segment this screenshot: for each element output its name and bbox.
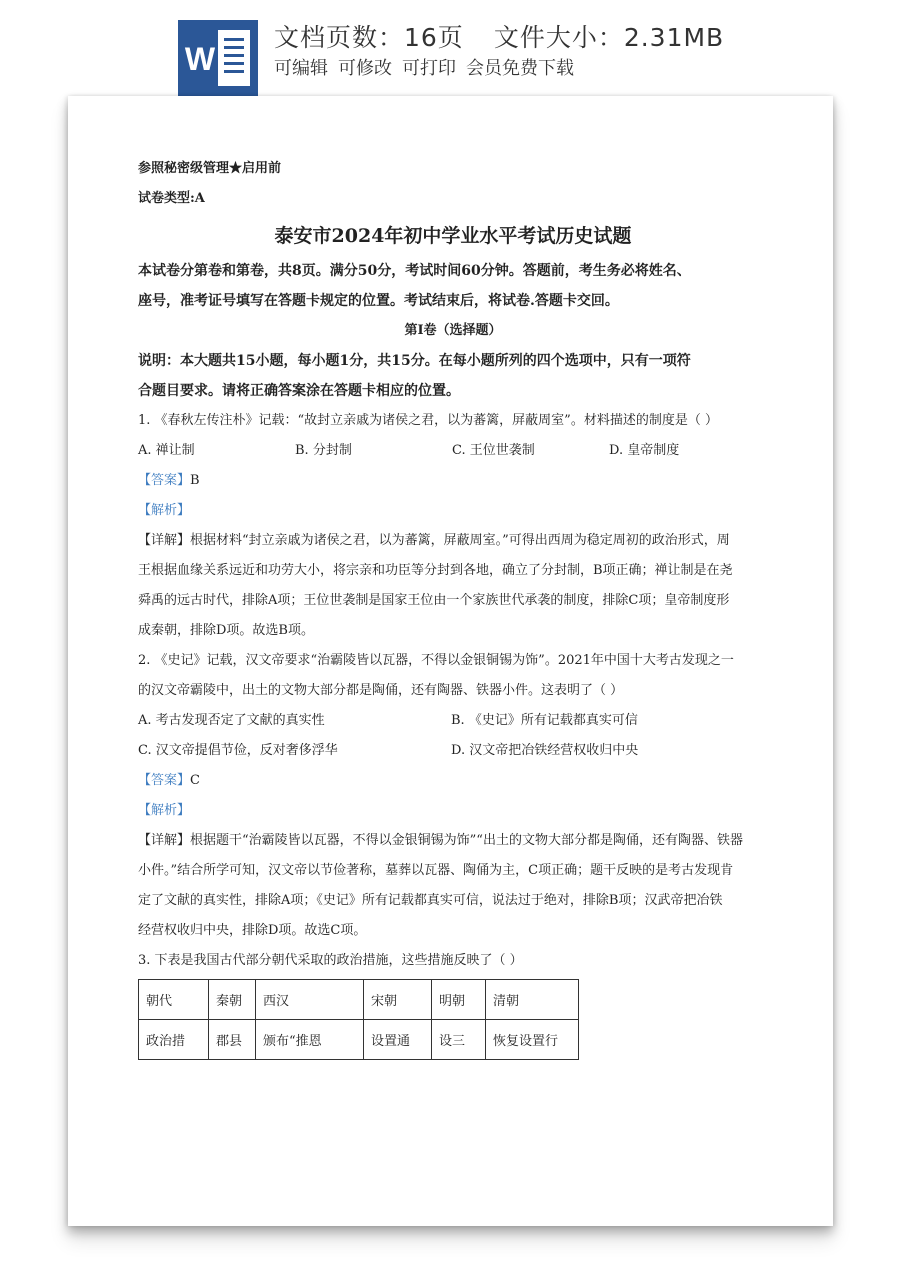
option-d: D. 汉文帝把冶铁经营权收归中央 [451, 743, 639, 758]
question-2-options [138, 706, 768, 736]
document-content [138, 154, 768, 1060]
answer-value: C [190, 773, 200, 788]
detail-line: 舜禹的远古时代，排除A项；王位世袭制是国家王位由一个家族世代承袭的制度，排除C项；皇帝制度形 [138, 593, 730, 608]
document-page [68, 96, 833, 1226]
detail-line: 【详解】根据材料“封立亲戚为诸侯之君，以为蕃篱，屏蔽周室。”可得出西周为稳定周初的政治形式，周 [138, 533, 730, 548]
analysis-tag: 【解析】 [138, 503, 191, 518]
table-header-cell: 清朝 [486, 980, 579, 1020]
question-2-stem: 的汉文帝霸陵中，出土的文物大部分都是陶俑，还有陶器、铁器小件。这表明了（ ） [138, 683, 624, 698]
section-heading: 第I卷（选择题） [404, 323, 502, 338]
detail-line: 经营权收归中央，排除D项。故选C项。 [138, 923, 367, 938]
option-b: B. 《史记》所有记载都真实可信 [451, 713, 638, 728]
page-count: 文档页数：16页 [274, 23, 464, 52]
download-banner [0, 0, 900, 96]
detail-line: 小件。”结合所学可知，汉文帝以节俭著称，墓葬以瓦器、陶俑为主，C项正确；题干反映的是考古发现肯 [138, 863, 734, 878]
file-size: 文件大小：2.31MB [493, 23, 725, 52]
instruction-line: 合题目要求。请将正确答案涂在答题卡相应的位置。 [138, 383, 460, 399]
table-header-cell: 宋朝 [364, 980, 432, 1020]
answer-tag: 【答案】 [138, 473, 191, 488]
table-cell: 政治措 [139, 1020, 209, 1060]
answer-tag: 【答案】 [138, 773, 191, 788]
page-title: 泰安市2024年初中学业水平考试历史试题 [274, 225, 632, 247]
question-1-stem: 1. 《春秋左传注朴》记载：“故封立亲戚为诸侯之君，以为蕃篱，屏蔽周室”。材料描述的制度是（ ） [138, 413, 718, 428]
feature-editable: 可编辑 [274, 58, 328, 79]
word-document-icon [178, 20, 258, 96]
detail-line: 成秦朝，排除D项。故选B项。 [138, 623, 314, 638]
option-c: C. 王位世袭制 [452, 443, 535, 458]
secrecy-label: 参照秘密级管理★启用前 [138, 161, 282, 176]
feature-modifiable: 可修改 [338, 58, 392, 79]
dynasty-table [138, 979, 579, 1060]
instruction-line: 说明：本大题共15小题，每小题1分，共15分。在每小题所列的四个选项中，只有一项符 [138, 353, 691, 369]
feature-list [274, 54, 584, 80]
table-header-cell: 西汉 [256, 980, 364, 1020]
analysis-tag: 【解析】 [138, 803, 191, 818]
intro-line: 本试卷分第卷和第卷，共8页。满分50分，考试时间60分钟。答题前，考生务必将姓名、 [138, 263, 691, 279]
question-1-answer [138, 466, 768, 496]
table-header-cell: 朝代 [139, 980, 209, 1020]
feature-member-download: 会员免费下载 [466, 58, 574, 79]
table-header-cell: 秦朝 [209, 980, 256, 1020]
option-a: A. 禅让制 [138, 443, 195, 458]
option-c: C. 汉文帝提倡节俭，反对奢侈浮华 [138, 743, 338, 758]
question-2-answer [138, 766, 768, 796]
table-header-cell: 明朝 [432, 980, 486, 1020]
table-row [139, 1020, 579, 1060]
answer-value: B [190, 473, 200, 488]
detail-line: 王根据血缘关系远近和功劳大小，将宗亲和功臣等分封到各地，确立了分封制，B项正确；禅让制是在尧 [138, 563, 733, 578]
feature-printable: 可打印 [402, 58, 456, 79]
option-b: B. 分封制 [295, 443, 352, 458]
question-2-stem: 2. 《史记》记载，汉文帝要求“治霸陵皆以瓦器，不得以金银铜锡为饰”。2021年中国十大考古发现之一 [138, 653, 734, 668]
question-2-options [138, 736, 768, 766]
table-cell: 设置通 [364, 1020, 432, 1060]
option-a: A. 考古发现否定了文献的真实性 [138, 713, 325, 728]
paper-type: 试卷类型:A [138, 191, 205, 206]
detail-line: 定了文献的真实性，排除A项；《史记》所有记载都真实可信，说法过于绝对，排除B项；汉武帝把冶铁 [138, 893, 723, 908]
table-cell: 设三 [432, 1020, 486, 1060]
table-cell: 郡县 [209, 1020, 256, 1060]
option-d: D. 皇帝制度 [609, 443, 680, 458]
table-cell: 颁布“推恩 [256, 1020, 364, 1060]
svg-text:W: W [184, 41, 216, 77]
table-cell: 恢复设置行 [486, 1020, 579, 1060]
detail-line: 【详解】根据题干“治霸陵皆以瓦器，不得以金银铜锡为饰”“出土的文物大部分都是陶俑，还有陶器、铁器 [138, 833, 743, 848]
intro-line: 座号，准考证号填写在答题卡规定的位置。考试结束后，将试卷.答题卡交回。 [138, 293, 619, 309]
file-info [274, 18, 724, 54]
question-3-stem: 3. 下表是我国古代部分朝代采取的政治措施，这些措施反映了（ ） [138, 953, 523, 968]
question-1-options [138, 436, 768, 466]
table-row [139, 980, 579, 1020]
